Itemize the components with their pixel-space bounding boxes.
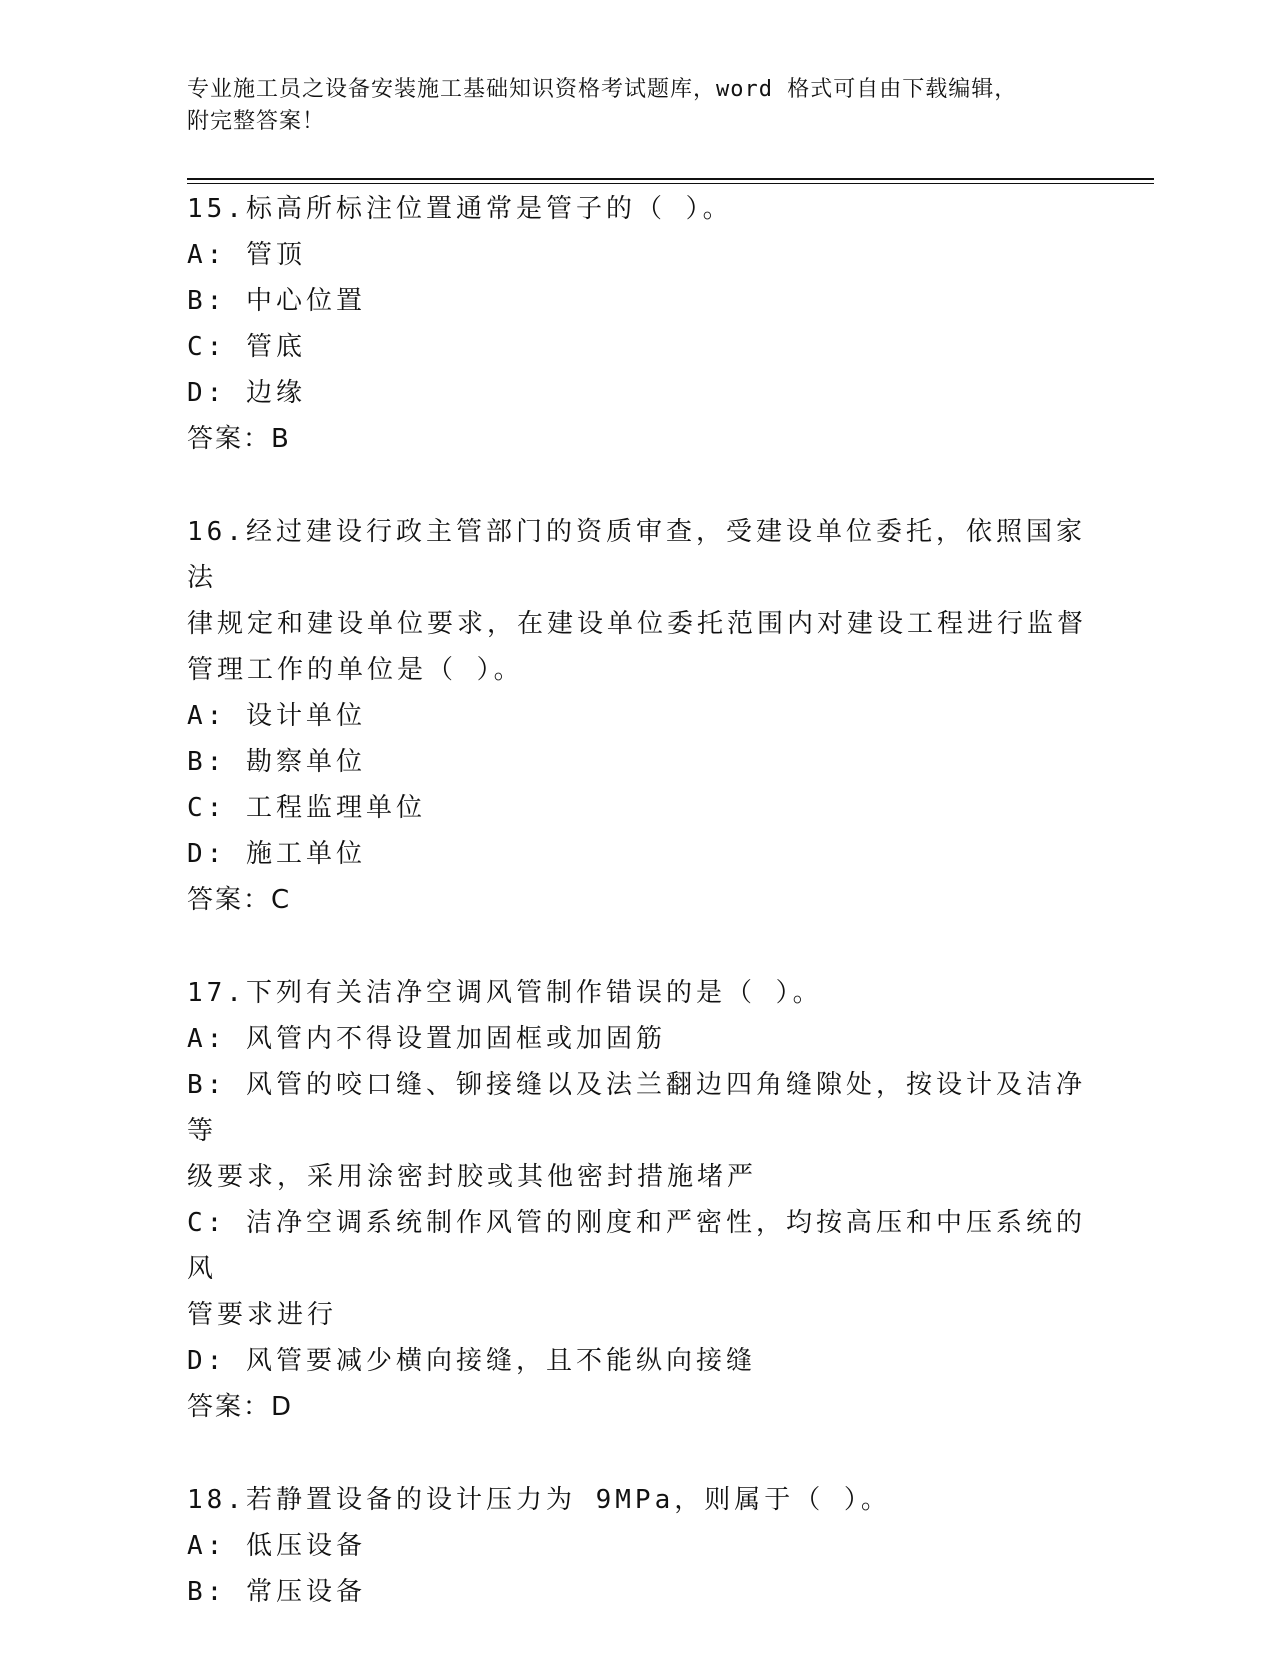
option-text: 施工单位 <box>245 839 366 869</box>
option-b <box>187 278 1087 324</box>
question-stem <box>187 1477 1087 1523</box>
option-text: 管底 <box>245 332 306 362</box>
answer-line: 答案：B <box>187 424 291 454</box>
header-line-2: 附完整答案！ <box>187 109 326 134</box>
option-text: 低压设备 <box>245 1531 366 1561</box>
question-17 <box>187 970 1087 1430</box>
question-text-line-2: 律规定和建设单位要求，在建设单位委托范围内对建设工程进行监督 <box>187 609 1088 639</box>
answer-line: 答案：C <box>187 885 292 915</box>
question-18 <box>187 1477 1087 1615</box>
question-number: 15. <box>187 194 246 224</box>
question-text: 若静置设备的设计压力为 9MPa，则属于（ ）。 <box>245 1485 891 1515</box>
option-c <box>187 324 1087 370</box>
option-d <box>187 831 1087 877</box>
header-line-1: 专业施工员之设备安装施工基础知识资格考试题库，word 格式可自由下载编辑， <box>187 77 1018 102</box>
option-label: C: <box>187 332 227 362</box>
option-c <box>187 1200 1087 1292</box>
option-label: D: <box>187 378 227 408</box>
option-text: 常压设备 <box>245 1577 366 1607</box>
option-b-continuation: 级要求，采用涂密封胶或其他密封措施堵严 <box>187 1162 758 1192</box>
option-label: D: <box>187 839 227 869</box>
option-label: C: <box>187 1208 227 1238</box>
option-b <box>187 1569 1087 1615</box>
question-15 <box>187 186 1087 462</box>
option-b <box>187 739 1087 785</box>
option-c-continuation: 管要求进行 <box>187 1300 338 1330</box>
question-list <box>187 186 1087 1662</box>
option-text: 风管要减少横向接缝，且不能纵向接缝 <box>245 1346 756 1376</box>
option-label: B: <box>187 747 227 777</box>
option-a <box>187 693 1087 739</box>
option-text-line-1: 洁净空调系统制作风管的刚度和严密性，均按高压和中压系统的风 <box>187 1208 1086 1284</box>
option-a <box>187 1523 1087 1569</box>
option-text: 风管内不得设置加固框或加固筋 <box>245 1024 666 1054</box>
document-header <box>187 74 1067 138</box>
option-text: 管顶 <box>245 240 306 270</box>
option-label: B: <box>187 1577 227 1607</box>
option-b <box>187 1062 1087 1154</box>
option-text-line-1: 风管的咬口缝、铆接缝以及法兰翻边四角缝隙处，按设计及洁净等 <box>187 1070 1086 1146</box>
option-d <box>187 1338 1087 1384</box>
option-c <box>187 785 1087 831</box>
option-a <box>187 232 1087 278</box>
question-text: 下列有关洁净空调风管制作错误的是（ ）。 <box>245 978 823 1008</box>
header-divider-thick <box>187 178 1154 180</box>
option-label: A: <box>187 1024 227 1054</box>
option-text: 边缘 <box>245 378 306 408</box>
question-text: 标高所标注位置通常是管子的（ ）。 <box>245 194 733 224</box>
option-text: 工程监理单位 <box>245 793 426 823</box>
question-stem <box>187 186 1087 232</box>
option-label: A: <box>187 240 227 270</box>
option-label: C: <box>187 793 227 823</box>
option-text: 勘察单位 <box>245 747 366 777</box>
question-16 <box>187 509 1087 923</box>
question-stem <box>187 970 1087 1016</box>
question-stem <box>187 509 1087 601</box>
option-label: A: <box>187 701 227 731</box>
option-label: D: <box>187 1346 227 1376</box>
answer-line: 答案：D <box>187 1392 294 1422</box>
option-text: 中心位置 <box>245 286 366 316</box>
question-number: 16. <box>187 517 246 547</box>
option-label: B: <box>187 286 227 316</box>
option-label: A: <box>187 1531 227 1561</box>
question-text-line-3: 管理工作的单位是（ ）。 <box>187 655 524 685</box>
question-number: 18. <box>187 1485 246 1515</box>
option-d <box>187 370 1087 416</box>
header-divider-thin <box>187 183 1154 184</box>
question-text-line-1: 经过建设行政主管部门的资质审查，受建设单位委托，依照国家法 <box>187 517 1086 593</box>
option-a <box>187 1016 1087 1062</box>
question-number: 17. <box>187 978 246 1008</box>
option-label: B: <box>187 1070 227 1100</box>
option-text: 设计单位 <box>245 701 366 731</box>
